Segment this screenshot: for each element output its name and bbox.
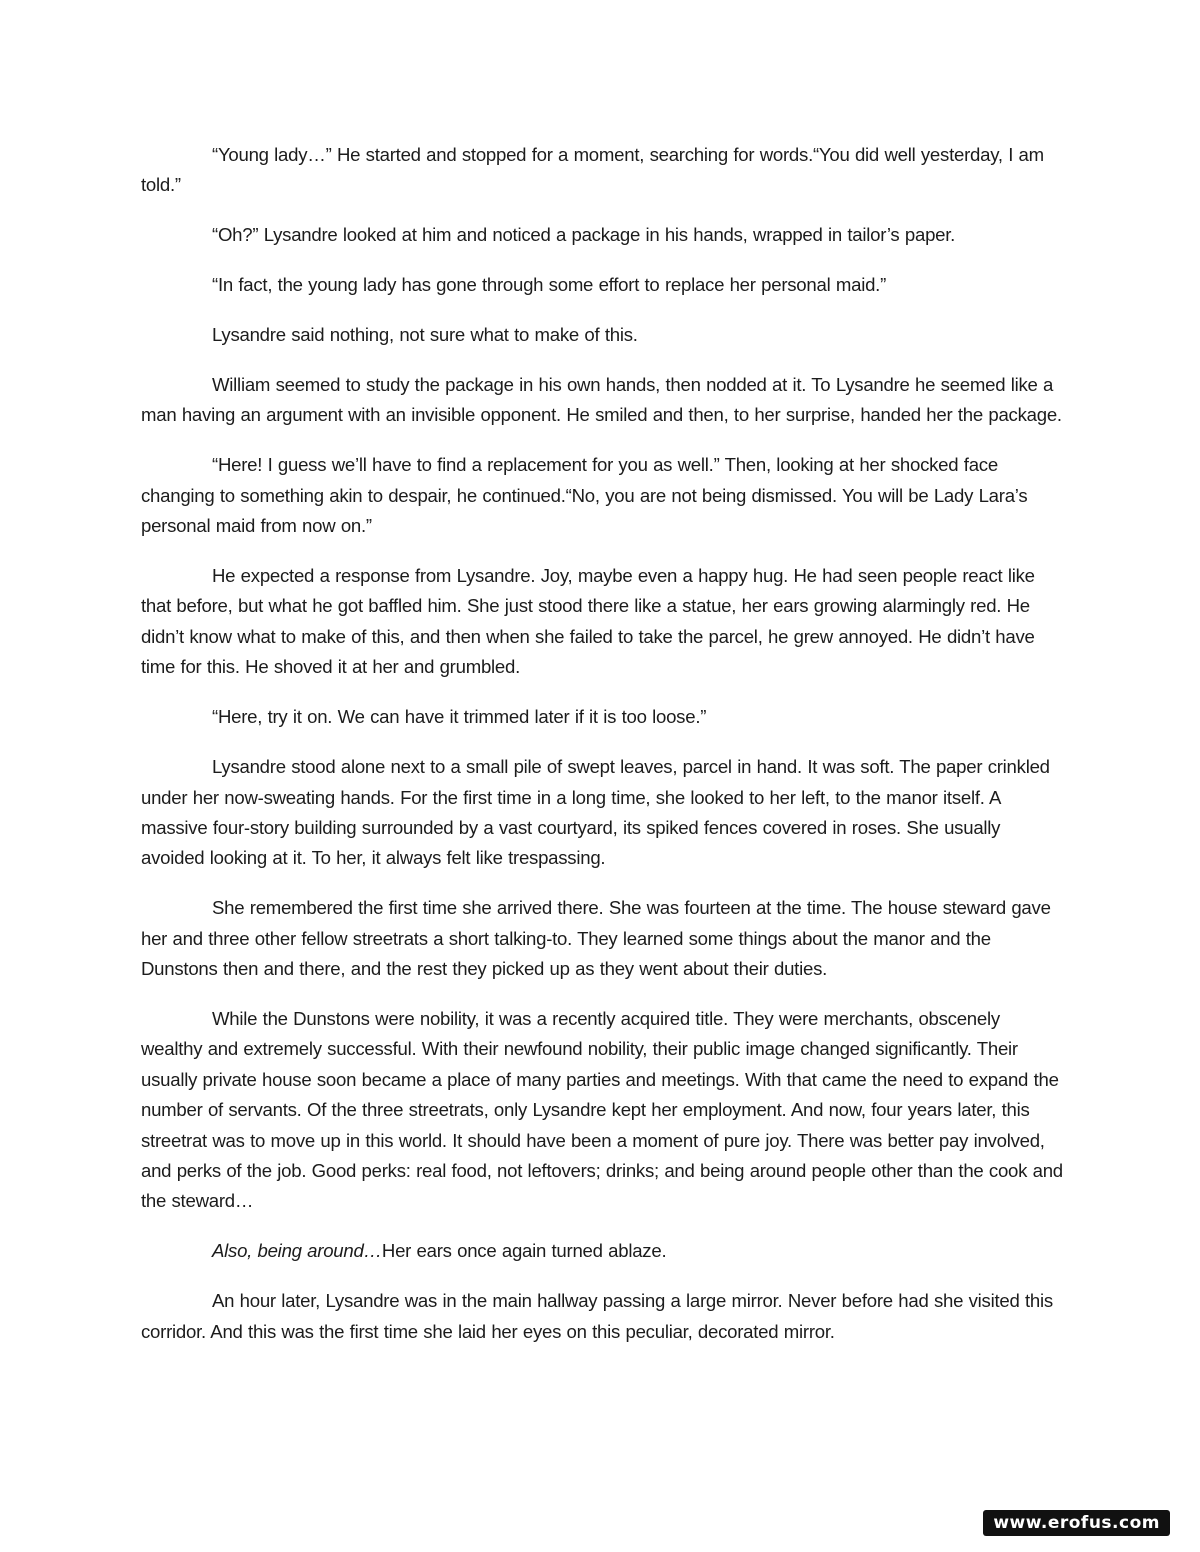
paragraph-8: “Here, try it on. We can have it trimmed later if it is too loose.” — [212, 706, 707, 728]
watermark-brand: erofus — [1047, 1513, 1113, 1533]
paragraph-5: William seemed to study the package in his own hands, then nodded at it. To Lysandre he seemed like a man having an argument with an invisible opponent. He smiled and then, to her surprise, handed her the package. — [141, 374, 1062, 426]
paragraph-10: She remembered the first time she arrived there. She was fourteen at the time. The house steward gave her and three other fellow streetrats a short talking-to. They learned some things about the manor and the Dunstons then and there, and the rest they picked up as they went about their duties. — [141, 897, 1051, 980]
paragraph-1: “Young lady…” He started and stopped for a moment, searching for words.“You did well yesterday, I am told.” — [141, 144, 1044, 196]
watermark-link[interactable] — [983, 1510, 1170, 1536]
watermark-dot: . — [1112, 1513, 1120, 1533]
paragraph-11: While the Dunstons were nobility, it was a recently acquired title. They were merchants, obscenely wealthy and extremely successful. With their newfound nobility, their public image changed significantly. Their usually private house soon became a place of many parties and meetings. With that came the need to expand the number of servants. Of the three streetrats, only Lysandre kept her employment. And now, four years later, this streetrat was to move up in this world. It should have been a moment of pure joy. There was better pay involved, and perks of the job. Good perks: real food, not leftovers; drinks; and being around people other than the cook and the steward… — [141, 1007, 1063, 1212]
paragraph-12 — [141, 1236, 1066, 1266]
paragraph-12-italic: Also, being around… — [212, 1240, 382, 1262]
paragraph-4: Lysandre said nothing, not sure what to make of this. — [212, 324, 638, 346]
paragraph-12-text: Her ears once again turned ablaze. — [381, 1240, 667, 1262]
paragraph-2: “Oh?” Lysandre looked at him and noticed a package in his hands, wrapped in tailor’s paper. — [212, 224, 956, 246]
paragraph-6: “Here! I guess we’ll have to find a replacement for you as well.” Then, looking at her shocked face changing to something akin to despair, he continued.“No, you are not being dismissed. You will be Lady Lara’s personal maid from now on.” — [141, 454, 1028, 537]
paragraph-7: He expected a response from Lysandre. Joy, maybe even a happy hug. He had seen people react like that before, but what he got baffled him. She just stood there like a statue, her ears growing alarmingly red. He didn’t know what to make of this, and then when she failed to take the parcel, he grew annoyed. He didn’t have time for this. He shoved it at her and grumbled. — [141, 565, 1035, 678]
paragraph-13: An hour later, Lysandre was in the main hallway passing a large mirror. Never before had she visited this corridor. And this was the first time she laid her eyes on this peculiar, decorated mirror. — [141, 1290, 1053, 1342]
watermark-tld: com — [1119, 1513, 1160, 1533]
paragraph-9: Lysandre stood alone next to a small pile of swept leaves, parcel in hand. It was soft. The paper crinkled under her now-sweating hands. For the first time in a long time, she looked to her left, to the manor itself. A massive four-story building surrounded by a vast courtyard, its spiked fences covered in roses. She usually avoided looking at it. To her, it always felt like trespassing. — [141, 756, 1050, 869]
watermark-prefix: www. — [993, 1513, 1048, 1533]
paragraph-3: “In fact, the young lady has gone through some effort to replace her personal maid.” — [212, 274, 887, 296]
document-page — [141, 140, 1066, 1367]
